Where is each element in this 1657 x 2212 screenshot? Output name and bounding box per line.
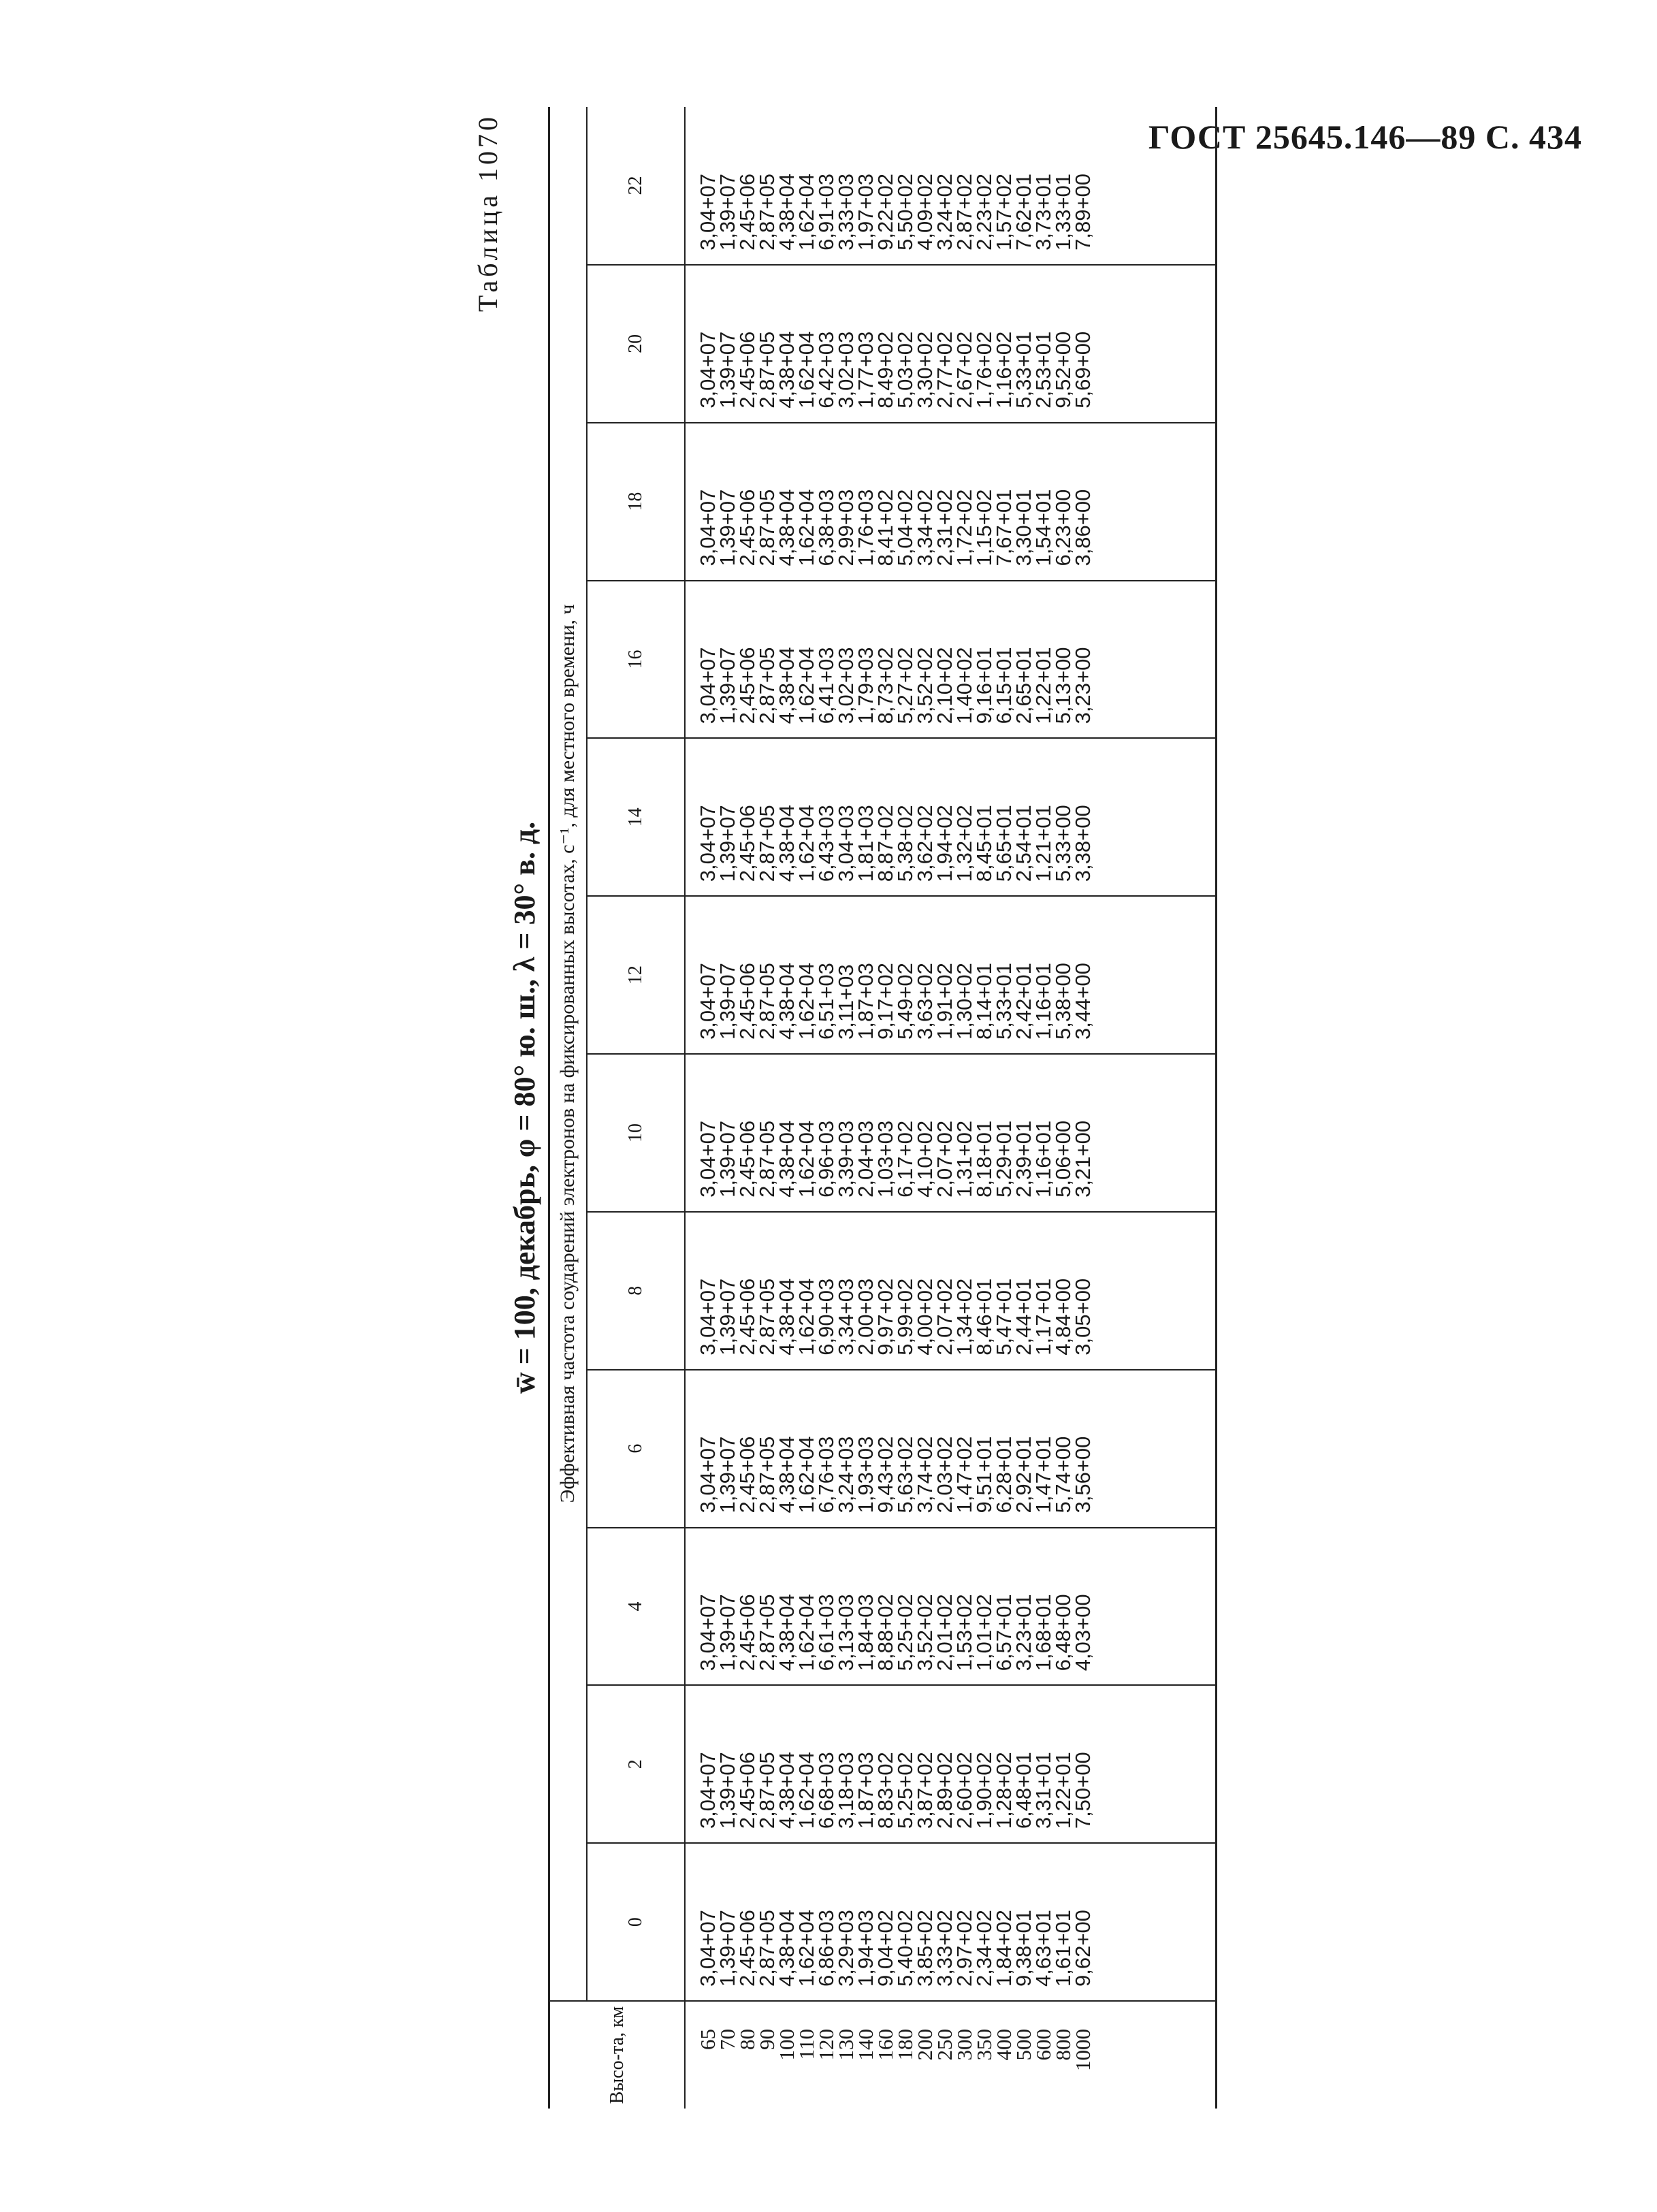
- table-cell: 3,62+02: [913, 805, 937, 882]
- table-cell: 6,23+00: [1051, 489, 1075, 566]
- table-cell: 6,41+03: [814, 647, 838, 724]
- table-cell: 2,67+02: [952, 331, 976, 408]
- table-cell: 1,40+02: [952, 647, 976, 724]
- altitude-value: 130: [834, 2029, 858, 2061]
- table-cell: 5,50+02: [893, 173, 917, 251]
- table-cell: 2,34+02: [972, 1910, 996, 1987]
- table-cell: 2,31+02: [933, 489, 956, 566]
- table-cell: 2,87+05: [755, 331, 779, 408]
- table-cell: 1,94+02: [933, 805, 956, 882]
- table-cell: 9,17+02: [873, 963, 897, 1040]
- table-cell: 4,63+01: [1031, 1910, 1055, 1987]
- table-cell: 4,03+00: [1071, 1594, 1095, 1671]
- table-cell: 6,28+01: [992, 1436, 1016, 1513]
- table-cell: 2,87+05: [755, 647, 779, 724]
- table-cell: 4,38+04: [775, 489, 799, 566]
- table-cell: 1,62+04: [794, 1910, 818, 1987]
- altitude-column-header: Высо-та, км: [549, 2001, 686, 2109]
- table-cell: 2,45+06: [735, 805, 759, 882]
- table-cell: 1,16+01: [1031, 963, 1055, 1040]
- altitude-value: 180: [893, 2029, 917, 2061]
- table-cell: 4,38+04: [775, 173, 799, 251]
- table-cell: 7,50+00: [1071, 1752, 1095, 1829]
- table-cell: 2,45+06: [735, 1594, 759, 1671]
- table-cell: 1,84+03: [854, 1594, 878, 1671]
- table-cell: 1,33+01: [1051, 173, 1075, 251]
- table-cell: 6,86+03: [814, 1910, 838, 1987]
- table-cell: 2,97+02: [952, 1910, 976, 1987]
- table-cell: 2,45+06: [735, 173, 759, 251]
- values-column: [685, 738, 1217, 896]
- hour-header: 8: [587, 1212, 685, 1370]
- table-cell: 6,51+03: [814, 963, 838, 1040]
- table-cell: 9,62+00: [1071, 1910, 1095, 1987]
- table-cell: 1,62+04: [794, 489, 818, 566]
- altitude-value: 100: [775, 2029, 799, 2061]
- table-cell: 1,22+01: [1051, 1752, 1075, 1829]
- table-cell: 2,87+05: [755, 1120, 779, 1198]
- altitude-value: 800: [1051, 2029, 1075, 2061]
- table-cell: 6,42+03: [814, 331, 838, 408]
- table-cell: 2,45+06: [735, 1120, 759, 1198]
- table-cell: 5,38+02: [893, 805, 917, 882]
- table-cell: 2,87+02: [952, 173, 976, 251]
- table-cell: 3,33+02: [933, 1910, 956, 1987]
- table-cell: 1,39+07: [715, 805, 739, 882]
- table-cell: 2,87+05: [755, 1594, 779, 1671]
- table-cell: 3,39+03: [834, 1120, 858, 1198]
- table-cell: 3,52+02: [913, 1594, 937, 1671]
- table-cell: 1,31+02: [952, 1120, 976, 1198]
- table-cell: 3,34+02: [913, 489, 937, 566]
- values-column: [685, 896, 1217, 1054]
- table-cell: 2,87+05: [755, 805, 779, 882]
- hour-header: 20: [587, 265, 685, 423]
- values-column: [685, 265, 1217, 423]
- table-cell: 8,49+02: [873, 331, 897, 408]
- table-cell: 3,23+00: [1071, 647, 1095, 724]
- table-cell: 4,38+04: [775, 1594, 799, 1671]
- table-cell: 4,38+04: [775, 331, 799, 408]
- table-cell: 1,62+04: [794, 331, 818, 408]
- table-cell: 1,62+04: [794, 1752, 818, 1829]
- table-cell: 7,67+01: [992, 489, 1016, 566]
- table-cell: 1,54+01: [1031, 489, 1055, 566]
- table-cell: 1,15+02: [972, 489, 996, 566]
- table-cell: 1,39+07: [715, 1910, 739, 1987]
- table-cell: 1,62+04: [794, 647, 818, 724]
- altitude-values: [685, 2001, 1217, 2109]
- table-cell: 3,31+01: [1031, 1752, 1055, 1829]
- table-cell: 6,91+03: [814, 173, 838, 251]
- table-cell: 8,41+02: [873, 489, 897, 566]
- table-cell: 5,03+02: [893, 331, 917, 408]
- table-cell: 1,62+04: [794, 173, 818, 251]
- table-cell: 5,33+01: [992, 963, 1016, 1040]
- table-cell: 6,43+03: [814, 805, 838, 882]
- table-cell: 3,87+02: [913, 1752, 937, 1829]
- table-cell: 2,07+02: [933, 1278, 956, 1356]
- table-cell: 4,38+04: [775, 1120, 799, 1198]
- altitude-value: 70: [715, 2029, 739, 2050]
- hour-header: 10: [587, 1054, 685, 1212]
- table-cell: 1,22+01: [1031, 647, 1055, 724]
- table-cell: 2,87+05: [755, 489, 779, 566]
- table-cell: 3,04+07: [696, 805, 720, 882]
- table-cell: 6,96+03: [814, 1120, 838, 1198]
- table-cell: 3,52+02: [913, 647, 937, 724]
- table-cell: 9,51+01: [972, 1436, 996, 1513]
- altitude-value: 1000: [1071, 2029, 1095, 2071]
- values-column: [685, 1528, 1217, 1686]
- rotated-table-block: [472, 100, 1227, 2115]
- table-cell: 1,87+03: [854, 963, 878, 1040]
- table-cell: 2,23+02: [972, 173, 996, 251]
- table-cell: 4,38+04: [775, 805, 799, 882]
- altitude-value: 65: [696, 2029, 720, 2050]
- table-cell: 1,62+04: [794, 1594, 818, 1671]
- table-cell: 1,61+01: [1051, 1910, 1075, 1987]
- table-cell: 8,14+01: [972, 963, 996, 1040]
- hour-header: 14: [587, 738, 685, 896]
- table-cell: 3,24+02: [933, 173, 956, 251]
- altitude-value: 110: [794, 2029, 818, 2060]
- table-cell: 2,87+05: [755, 963, 779, 1040]
- table-cell: 9,22+02: [873, 173, 897, 251]
- table-cell: 1,84+02: [992, 1910, 1016, 1987]
- table-cell: 3,85+02: [913, 1910, 937, 1987]
- table-cell: 5,33+00: [1051, 805, 1075, 882]
- table-cell: 5,25+02: [893, 1594, 917, 1671]
- hour-header: 2: [587, 1685, 685, 1843]
- table-cell: 4,38+04: [775, 963, 799, 1040]
- table-cell: 5,25+02: [893, 1752, 917, 1829]
- table-cell: 2,07+02: [933, 1120, 956, 1198]
- table-cell: 1,39+07: [715, 647, 739, 724]
- values-column: [685, 1685, 1217, 1843]
- table-cell: 1,39+07: [715, 963, 739, 1040]
- table-cell: 4,84+00: [1051, 1278, 1075, 1356]
- table-caption: Эффективная частота соударений электронов на фиксированных высотах, с⁻¹, для местного времени, ч: [549, 107, 588, 2001]
- table-cell: 6,68+03: [814, 1752, 838, 1829]
- hour-header: 18: [587, 423, 685, 581]
- table-cell: 2,65+01: [1012, 647, 1035, 724]
- table-cell: 1,17+01: [1031, 1278, 1055, 1356]
- values-column: [685, 1212, 1217, 1370]
- table-cell: 2,53+01: [1031, 331, 1055, 408]
- table-cell: 1,90+02: [972, 1752, 996, 1829]
- table-cell: 1,39+07: [715, 1120, 739, 1198]
- table-cell: 2,87+05: [755, 1278, 779, 1356]
- table-cell: 5,27+02: [893, 647, 917, 724]
- table-cell: 2,45+06: [735, 647, 759, 724]
- table-cell: 2,00+03: [854, 1278, 878, 1356]
- table-cell: 2,87+05: [755, 1910, 779, 1987]
- table-cell: 3,04+03: [834, 805, 858, 882]
- table-cell: 2,45+06: [735, 1752, 759, 1829]
- table-cell: 3,56+00: [1071, 1436, 1095, 1513]
- values-column: [685, 1370, 1217, 1528]
- table-cell: 8,73+02: [873, 647, 897, 724]
- table-cell: 1,01+02: [972, 1594, 996, 1671]
- table-cell: 1,03+03: [873, 1120, 897, 1198]
- table-cell: 5,04+02: [893, 489, 917, 566]
- table-cell: 2,10+02: [933, 647, 956, 724]
- table-cell: 1,97+03: [854, 173, 878, 251]
- table-cell: 3,23+01: [1012, 1594, 1035, 1671]
- table-cell: 4,09+02: [913, 173, 937, 251]
- altitude-value: 80: [735, 2029, 759, 2050]
- table-cell: 1,94+03: [854, 1910, 878, 1987]
- table-cell: 3,04+07: [696, 1594, 720, 1671]
- table-cell: 3,02+03: [834, 331, 858, 408]
- table-cell: 1,62+04: [794, 1120, 818, 1198]
- table-cell: 1,39+07: [715, 489, 739, 566]
- table-cell: 1,32+02: [952, 805, 976, 882]
- table-cell: 1,81+03: [854, 805, 878, 882]
- table-cell: 1,91+02: [933, 963, 956, 1040]
- table-cell: 1,21+01: [1031, 805, 1055, 882]
- table-cell: 2,60+02: [952, 1752, 976, 1829]
- table-cell: 2,87+05: [755, 1436, 779, 1513]
- table-cell: 9,43+02: [873, 1436, 897, 1513]
- table-cell: 9,97+02: [873, 1278, 897, 1356]
- table-cell: 1,79+03: [854, 647, 878, 724]
- table-cell: 3,21+00: [1071, 1120, 1095, 1198]
- table-cell: 1,68+01: [1031, 1594, 1055, 1671]
- table-cell: 3,05+00: [1071, 1278, 1095, 1356]
- page-header: ГОСТ 25645.146—89 С. 434: [1148, 118, 1582, 156]
- table-cell: 5,13+00: [1051, 647, 1075, 724]
- table-cell: 5,47+01: [992, 1278, 1016, 1356]
- values-column: [685, 1843, 1217, 2001]
- data-table: [548, 107, 1217, 2109]
- table-cell: 3,04+07: [696, 1752, 720, 1829]
- table-cell: 8,88+02: [873, 1594, 897, 1671]
- table-cell: 2,39+01: [1012, 1120, 1035, 1198]
- values-column: [685, 423, 1217, 581]
- table-cell: 4,38+04: [775, 1278, 799, 1356]
- table-cell: 1,72+02: [952, 489, 976, 566]
- table-cell: 1,16+01: [1031, 1120, 1055, 1198]
- altitude-value: 500: [1012, 2029, 1035, 2061]
- table-cell: 3,30+02: [913, 331, 937, 408]
- table-cell: 1,39+07: [715, 331, 739, 408]
- table-cell: 3,04+07: [696, 963, 720, 1040]
- altitude-value: 200: [913, 2029, 937, 2061]
- table-cell: 4,38+04: [775, 647, 799, 724]
- table-cell: 1,53+02: [952, 1594, 976, 1671]
- table-cell: 3,04+07: [696, 1436, 720, 1513]
- table-cell: 1,77+03: [854, 331, 878, 408]
- table-cell: 5,69+00: [1071, 331, 1095, 408]
- table-cell: 1,62+04: [794, 963, 818, 1040]
- table-cell: 2,04+03: [854, 1120, 878, 1198]
- table-cell: 3,18+03: [834, 1752, 858, 1829]
- table-cell: 1,39+07: [715, 1278, 739, 1356]
- table-cell: 2,77+02: [933, 331, 956, 408]
- table-cell: 2,45+06: [735, 963, 759, 1040]
- table-cell: 3,13+03: [834, 1594, 858, 1671]
- altitude-value: 160: [873, 2029, 897, 2061]
- table-cell: 3,33+03: [834, 173, 858, 251]
- altitude-value: 350: [972, 2029, 996, 2061]
- table-cell: 6,57+01: [992, 1594, 1016, 1671]
- table-cell: 5,06+00: [1051, 1120, 1075, 1198]
- table-number: Таблица 1070: [472, 114, 503, 312]
- table-cell: 1,93+03: [854, 1436, 878, 1513]
- table-cell: 9,52+00: [1051, 331, 1075, 408]
- table-cell: 3,04+07: [696, 489, 720, 566]
- table-cell: 5,63+02: [893, 1436, 917, 1513]
- table-cell: 1,62+04: [794, 805, 818, 882]
- table-cell: 3,63+02: [913, 963, 937, 1040]
- hour-header-row: [587, 107, 685, 2109]
- table-cell: 4,38+04: [775, 1752, 799, 1829]
- table-cell: 6,48+00: [1051, 1594, 1075, 1671]
- table-cell: 5,49+02: [893, 963, 917, 1040]
- table-cell: 1,76+02: [972, 331, 996, 408]
- table-cell: 2,89+02: [933, 1752, 956, 1829]
- table-cell: 8,83+02: [873, 1752, 897, 1829]
- table-cell: 1,62+04: [794, 1278, 818, 1356]
- table-cell: 3,04+07: [696, 331, 720, 408]
- values-column: [685, 581, 1217, 739]
- table-cell: 2,45+06: [735, 331, 759, 408]
- altitude-value: 600: [1031, 2029, 1055, 2061]
- table-cell: 2,99+03: [834, 489, 858, 566]
- table-cell: 9,04+02: [873, 1910, 897, 1987]
- hour-header: 4: [587, 1528, 685, 1686]
- table-cell: 9,38+01: [1012, 1910, 1035, 1987]
- table-cell: 3,30+01: [1012, 489, 1035, 566]
- table-cell: 3,34+03: [834, 1278, 858, 1356]
- data-body-row: [685, 107, 1217, 2109]
- table-cell: 5,74+00: [1051, 1436, 1075, 1513]
- table-cell: 5,65+01: [992, 805, 1016, 882]
- table-cell: 5,40+02: [893, 1910, 917, 1987]
- table-cell: 1,34+02: [952, 1278, 976, 1356]
- values-column: [685, 107, 1217, 265]
- table-cell: 1,16+02: [992, 331, 1016, 408]
- altitude-value: 250: [933, 2029, 956, 2061]
- table-cell: 1,39+07: [715, 173, 739, 251]
- table-cell: 3,86+00: [1071, 489, 1095, 566]
- table-cell: 3,44+00: [1071, 963, 1095, 1040]
- altitude-value: 90: [755, 2029, 779, 2050]
- table-title: w̄ = 100, декабрь, φ = 80° ю. ш., λ = 30° в. д.: [508, 821, 541, 1394]
- table-cell: 1,28+02: [992, 1752, 1016, 1829]
- table-cell: 4,10+02: [913, 1120, 937, 1198]
- table-cell: 3,73+01: [1031, 173, 1055, 251]
- table-cell: 3,04+07: [696, 1910, 720, 1987]
- table-cell: 2,45+06: [735, 1436, 759, 1513]
- table-cell: 6,38+03: [814, 489, 838, 566]
- table-cell: 5,38+00: [1051, 963, 1075, 1040]
- table-cell: 3,38+00: [1071, 805, 1095, 882]
- table-cell: 5,33+01: [1012, 331, 1035, 408]
- table-cell: 8,46+01: [972, 1278, 996, 1356]
- table-cell: 7,62+01: [1012, 173, 1035, 251]
- table-cell: 2,54+01: [1012, 805, 1035, 882]
- table-cell: 1,47+01: [1031, 1436, 1055, 1513]
- table-cell: 6,17+02: [893, 1120, 917, 1198]
- table-cell: 1,87+03: [854, 1752, 878, 1829]
- values-column: [685, 1054, 1217, 1212]
- table-cell: 3,29+03: [834, 1910, 858, 1987]
- table-cell: 4,00+02: [913, 1278, 937, 1356]
- altitude-value: 300: [952, 2029, 976, 2061]
- table-cell: 7,89+00: [1071, 173, 1095, 251]
- table-cell: 8,18+01: [972, 1120, 996, 1198]
- hour-header: 22: [587, 107, 685, 265]
- table-cell: 6,15+01: [992, 647, 1016, 724]
- table-cell: 1,57+02: [992, 173, 1016, 251]
- altitude-value: 140: [854, 2029, 878, 2061]
- table-cell: 2,01+02: [933, 1594, 956, 1671]
- table-cell: 3,04+07: [696, 1278, 720, 1356]
- table-cell: 6,48+01: [1012, 1752, 1035, 1829]
- table-cell: 6,90+03: [814, 1278, 838, 1356]
- table-cell: 4,38+04: [775, 1910, 799, 1987]
- hour-header: 0: [587, 1843, 685, 2001]
- table-cell: 1,39+07: [715, 1594, 739, 1671]
- table-cell: 8,87+02: [873, 805, 897, 882]
- table-cell: 1,47+02: [952, 1436, 976, 1513]
- table-cell: 3,11+03: [834, 964, 858, 1040]
- table-cell: 1,39+07: [715, 1752, 739, 1829]
- table-cell: 2,87+05: [755, 1752, 779, 1829]
- table-cell: 6,76+03: [814, 1436, 838, 1513]
- hour-header: 6: [587, 1370, 685, 1528]
- table-cell: 3,74+02: [913, 1436, 937, 1513]
- table-cell: 1,76+03: [854, 489, 878, 566]
- hour-header: 12: [587, 896, 685, 1054]
- table-cell: 5,29+01: [992, 1120, 1016, 1198]
- table-cell: 3,04+07: [696, 647, 720, 724]
- table-cell: 1,62+04: [794, 1436, 818, 1513]
- altitude-value: 400: [992, 2029, 1016, 2061]
- table-cell: 4,38+04: [775, 1436, 799, 1513]
- table-cell: 2,87+05: [755, 173, 779, 251]
- table-cell: 2,42+01: [1012, 963, 1035, 1040]
- table-cell: 2,45+06: [735, 489, 759, 566]
- table-cell: 2,03+02: [933, 1436, 956, 1513]
- altitude-value: 120: [814, 2029, 838, 2061]
- table-cell: 9,16+01: [972, 647, 996, 724]
- table-cell: 6,61+03: [814, 1594, 838, 1671]
- table-cell: 8,45+01: [972, 805, 996, 882]
- table-cell: 1,30+02: [952, 963, 976, 1040]
- table-cell: 3,24+03: [834, 1436, 858, 1513]
- table-cell: 3,04+07: [696, 1120, 720, 1198]
- table-cell: 3,04+07: [696, 173, 720, 251]
- table-cell: 2,45+06: [735, 1910, 759, 1987]
- table-cell: 2,92+01: [1012, 1436, 1035, 1513]
- table-cell: 2,45+06: [735, 1278, 759, 1356]
- hour-header: 16: [587, 581, 685, 739]
- table-cell: 5,99+02: [893, 1278, 917, 1356]
- table-cell: 3,02+03: [834, 647, 858, 724]
- table-cell: 2,44+01: [1012, 1278, 1035, 1356]
- table-cell: 1,39+07: [715, 1436, 739, 1513]
